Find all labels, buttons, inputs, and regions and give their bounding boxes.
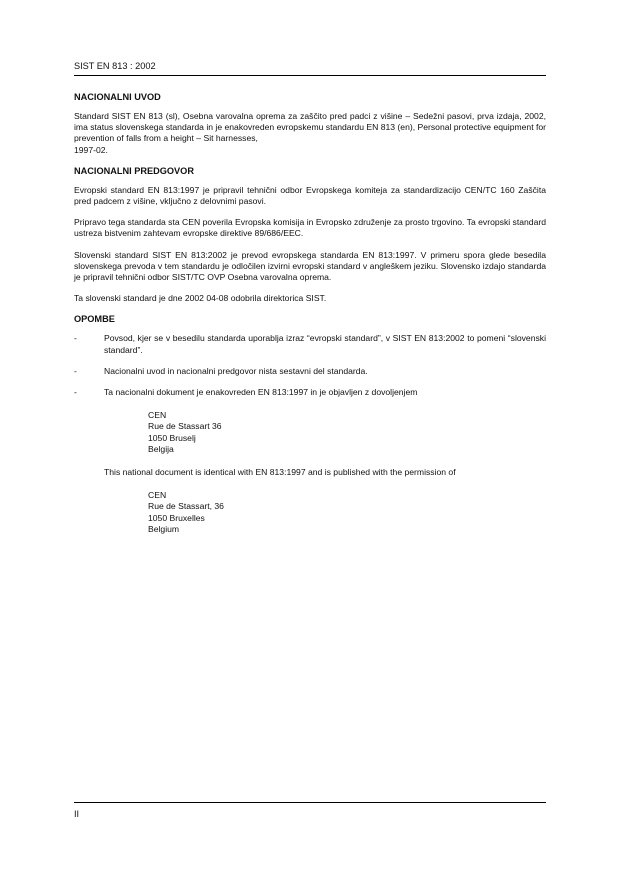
note-item-1 <box>74 333 546 355</box>
address-line: 1050 Bruselj <box>148 432 196 443</box>
address-line: CEN <box>148 410 167 421</box>
predgovor-paragraph-3: Slovenski standard SIST EN 813:2002 je prevod evropskega standarda EN 813:1997. V primeru spora glede besedila slovenskega prevoda v tem standardu je odločilen izvirni evropski standard v angleškem jeziku. Slovensko izdajo standarda je pripravil tehnični odbor SIST/TC OVP Osebna varovalna oprema. <box>74 249 546 283</box>
list-dash: - <box>74 333 77 344</box>
document-page <box>74 0 546 877</box>
predgovor-paragraph-4: Ta slovenski standard je dne 2002 04-08 odobrila direktorica SIST. <box>74 293 327 304</box>
address-line: Belgium <box>148 523 180 534</box>
list-dash: - <box>74 387 77 398</box>
note-text-2: Nacionalni uvod in nacionalni predgovor nista sestavni del standarda. <box>104 365 368 376</box>
predgovor-paragraph-1: Evropski standard EN 813:1997 je pripravil tehnični odbor Evropskega komiteja za standardizacijo CEN/TC 160 Zaščita pred padcem z višine, vključno z delovnimi pasovi. <box>74 184 546 207</box>
note-item-2 <box>74 366 546 377</box>
nacionalni-uvod-paragraph <box>74 111 546 145</box>
footer-rule <box>74 802 546 803</box>
nacionalni-uvod-date: 1997-02. <box>74 144 108 155</box>
address-line: CEN <box>148 490 167 501</box>
nacionalni-uvod-text: Standard SIST EN 813 (sl), Osebna varovalna oprema za zaščito pred padci z višine – Sedežni pasovi, prva izdaja, 2002, ima status slovenskega standarda in je enakovreden evropskemu standardu EN 813 (en), Personal protective equipment for prevention of falls from a height – Sit harnesses, <box>74 111 546 144</box>
document-body <box>74 92 546 547</box>
address-block-slovene <box>148 410 546 455</box>
address-line: Rue de Stassart 36 <box>148 421 222 432</box>
page-number: II <box>74 809 80 819</box>
predgovor-paragraph-2: Pripravo tega standarda sta CEN poverila Evropska komisija in Evropsko združenje za prosto trgovino. Ta evropski standard ustreza bistvenim zahtevam evropske direktive 89/686/EEC. <box>74 217 546 239</box>
address-block-english <box>148 490 546 535</box>
document-code-header: SIST EN 813 : 2002 <box>74 61 156 71</box>
address-line: Rue de Stassart, 36 <box>148 501 224 512</box>
section-title-opombe: OPOMBE <box>74 314 115 325</box>
address-line: 1050 Bruxelles <box>148 512 205 523</box>
section-title-nacionalni-uvod: NACIONALNI UVOD <box>74 92 161 102</box>
list-dash: - <box>74 365 77 376</box>
address-line: Belgija <box>148 443 174 454</box>
note-text-3: Ta nacionalni dokument je enakovreden EN 813:1997 in je objavljen z dovoljenjem <box>104 387 418 398</box>
note-text-1: Povsod, kjer se v besedilu standarda uporablja izraz “evropski standard”, v SIST EN 813:2002 to pomeni “slovenski standard”. <box>104 333 546 355</box>
section-title-nacionalni-predgovor: NACIONALNI PREDGOVOR <box>74 165 194 176</box>
note-item-3 <box>74 387 546 535</box>
header-rule <box>74 75 546 76</box>
english-note: This national document is identical with EN 813:1997 and is published with the permission of <box>104 467 456 478</box>
